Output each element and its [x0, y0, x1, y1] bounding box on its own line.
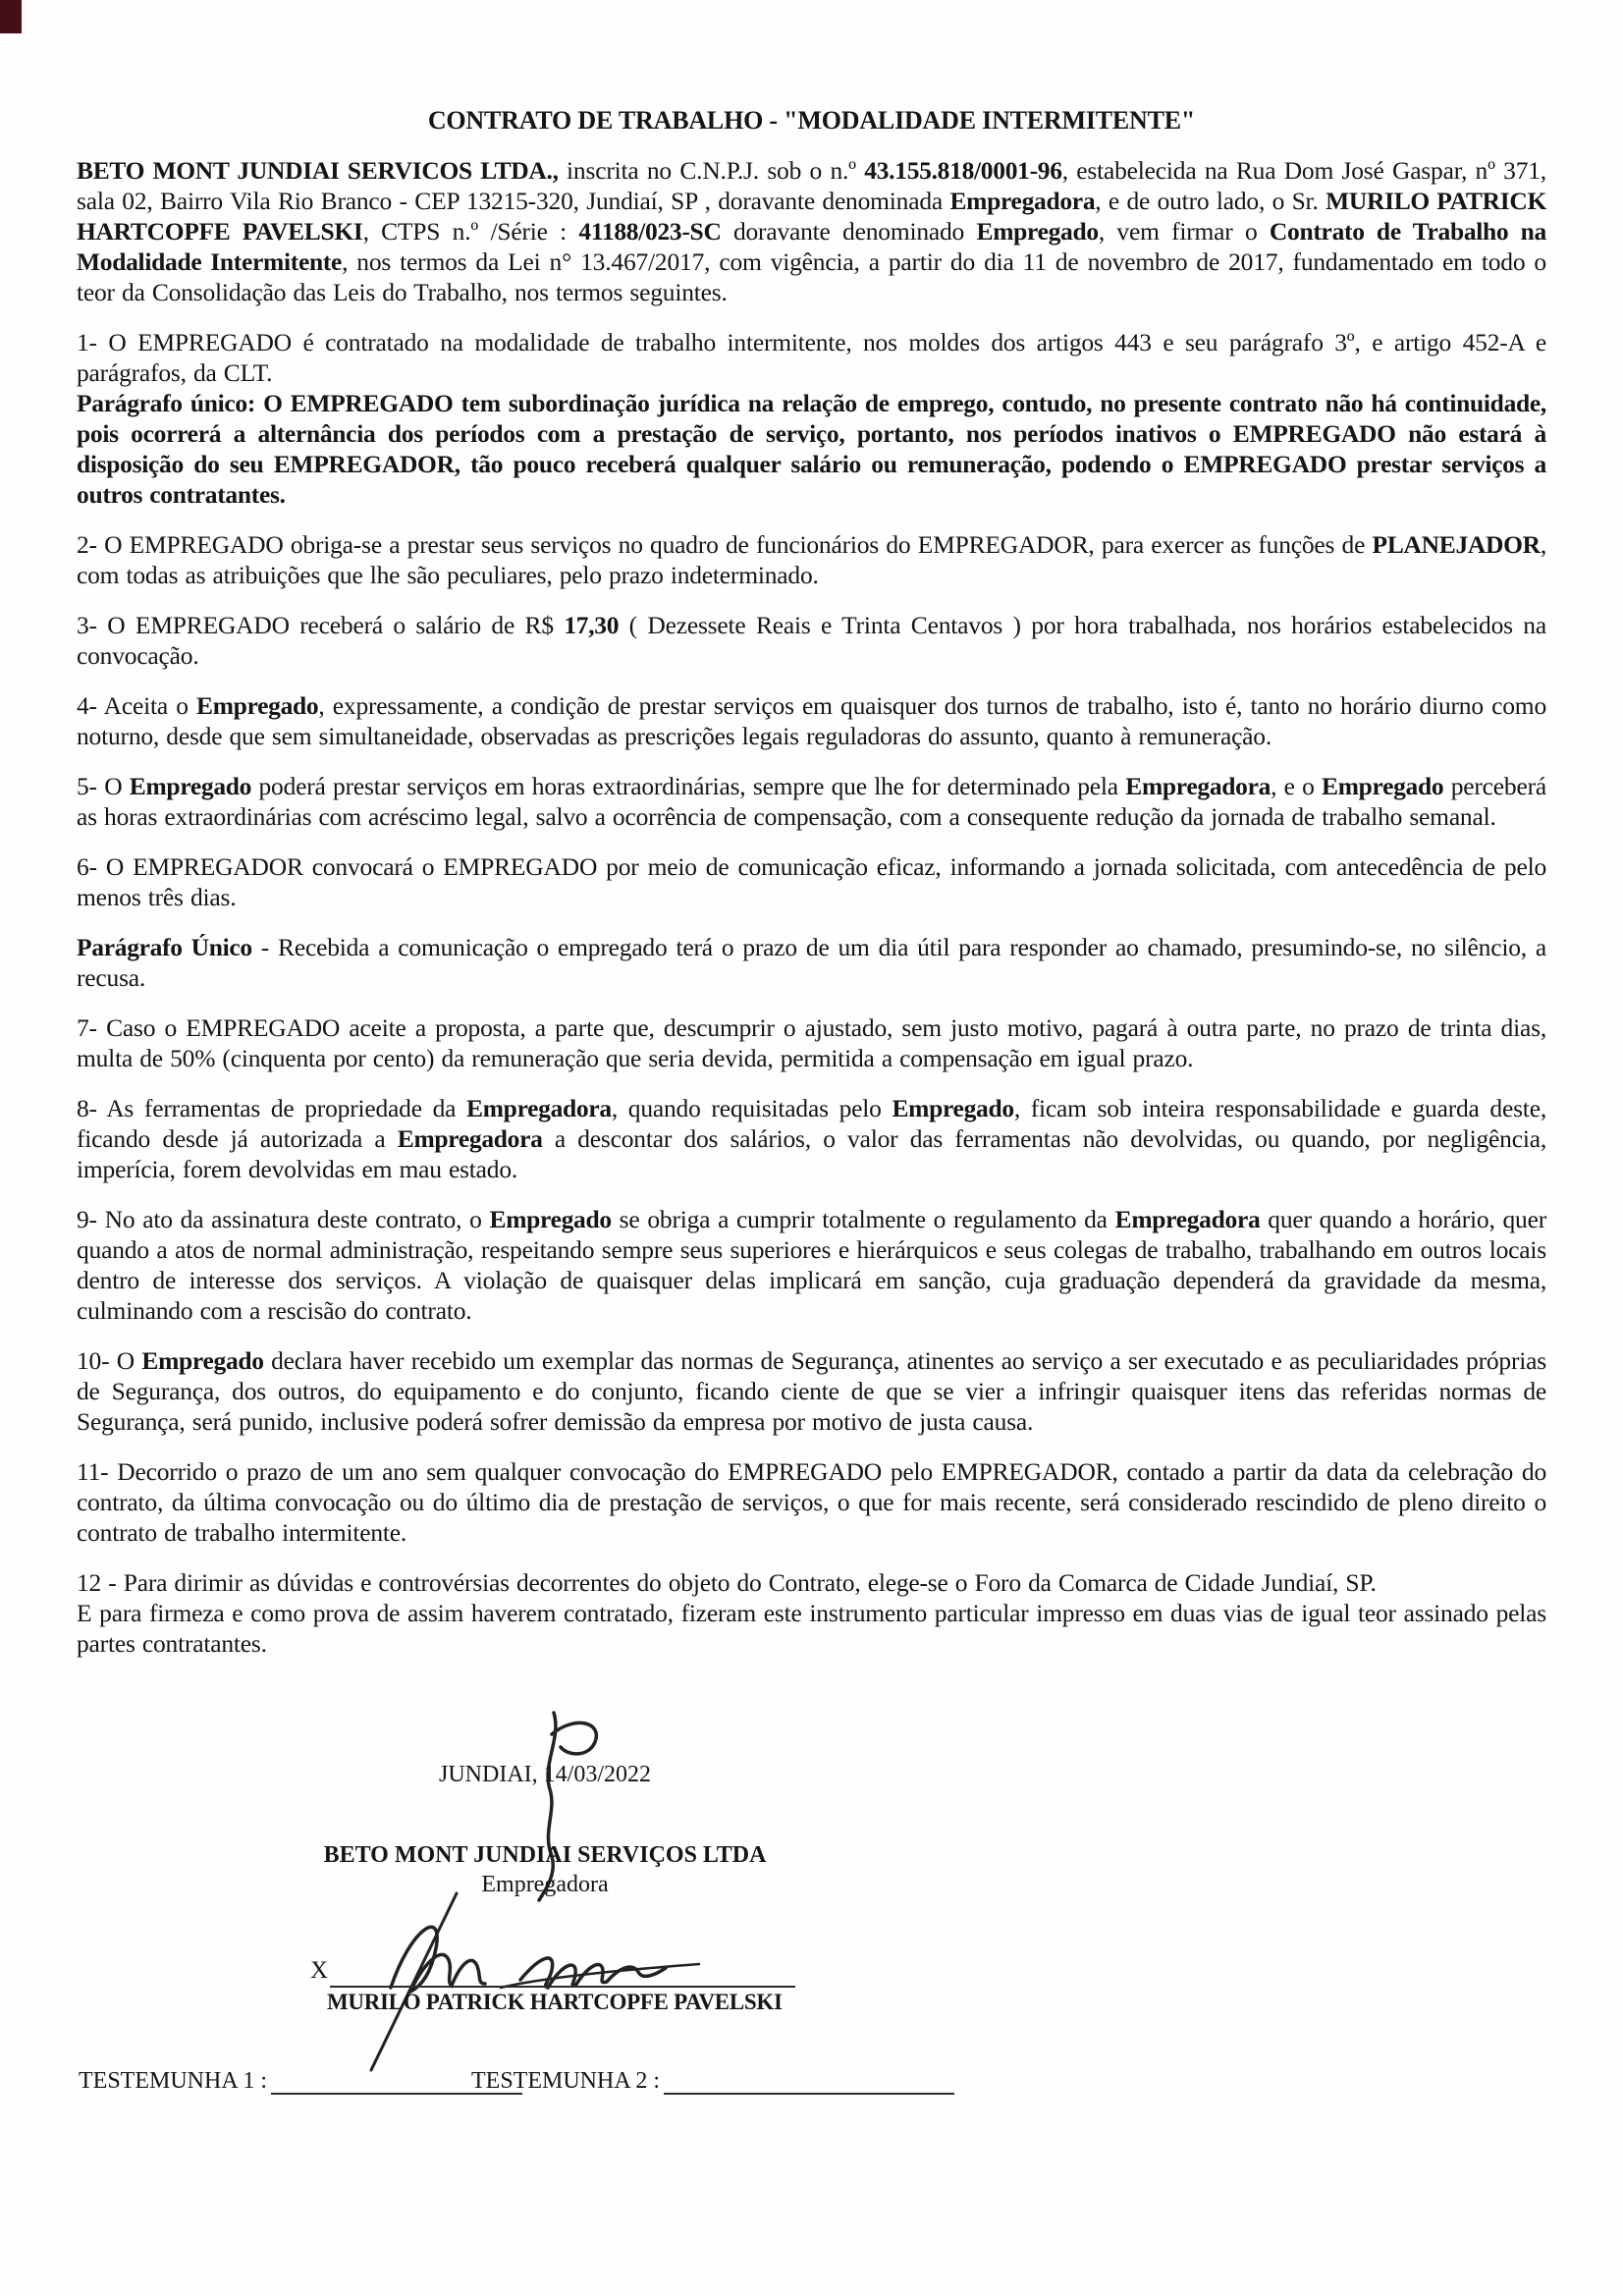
- clause-4: 4- Aceita o Empregado, expressamente, a condição de prestar serviços em quaisquer dos turnos de trabalho, isto é, tanto no horário diurno como noturno, desde que sem simultaneidade, observadas as prescrições legais reguladoras do assunto, quanto à remuneração.: [77, 691, 1546, 750]
- witness2-label: TESTEMUNHA 2 :: [471, 2068, 660, 2094]
- clause-8: 8- As ferramentas de propriedade da Empregadora, quando requisitadas pelo Empregado, ficam sob inteira responsabilidade e guarda deste, ficando desde já autorizada a Empregadora a descontar dos salários, o valor das ferramentas não devolvidas, ou quando, por negligência, imperícia, forem devolvidas em mau estado.: [77, 1094, 1546, 1183]
- clause-1-paragrafo-unico: Parágrafo único: O EMPREGADO tem subordinação jurídica na relação de emprego, contudo, no presente contrato não há continuidade, pois ocorrerá a alternância dos períodos com a prestação de serviço, portanto, nos períodos inativos o EMPREGADO não estará à disposição do seu EMPREGADOR, tão pouco receberá qualquer salário ou remuneração, podendo o EMPREGADO prestar serviços a outros contratantes.: [77, 389, 1546, 509]
- clause-3: 3- O EMPREGADO receberá o salário de R$ 17,30 ( Dezessete Reais e Trinta Centavos ) por hora trabalhada, nos horários estabelecidos na convocação.: [77, 611, 1546, 670]
- document-title: CONTRATO DE TRABALHO - "MODALIDADE INTERMITENTE": [427, 106, 1196, 135]
- witness2-field: [471, 2068, 954, 2095]
- employer-role: Empregadora: [481, 1872, 609, 1897]
- employer-name: BETO MONT JUNDIAI SERVIÇOS LTDA: [323, 1842, 767, 1868]
- employer-signature: [483, 1707, 630, 1903]
- clause-7: 7- Caso o EMPREGADO aceite a proposta, a parte que, descumprir o ajustado, sem justo motivo, pagará à outra parte, no prazo de trinta dias, multa de 50% (cinquenta por cento) da remuneração que seria devida, permitida a compensação em igual prazo.: [77, 1013, 1546, 1072]
- scan-artifact: [0, 0, 22, 33]
- intro-paragraph: BETO MONT JUNDIAI SERVICOS LTDA., inscrita no C.N.P.J. sob o n.º 43.155.818/0001-96, estabelecida na Rua Dom José Gaspar, nº 371, sala 02, Bairro Vila Rio Branco - CEP 13215-320, Jundiaí, SP , doravante denominada Empregadora, e de outro lado, o Sr. MURILO PATRICK HARTCOPFE PAVELSKI, CTPS n.º /Série : 41188/023-SC doravante denominado Empregado, vem firmar o Contrato de Trabalho na Modalidade Intermitente, nos termos da Lei n° 13.467/2017, com vigência, a partir do dia 11 de novembro de 2017, fundamentado em todo o teor da Consolidação das Leis do Trabalho, nos termos seguintes.: [77, 156, 1546, 306]
- witness1-line: [271, 2069, 522, 2095]
- contract-content: [77, 106, 1546, 1659]
- employee-signature-line: [330, 1960, 795, 1988]
- x-mark: X: [310, 1957, 329, 1984]
- clause-1: 1- O EMPREGADO é contratado na modalidade de trabalho intermitente, nos moldes dos artigos 443 e seu parágrafo 3º, e artigo 452-A e parágrafos, da CLT.: [77, 328, 1546, 387]
- clause-9: 9- No ato da assinatura deste contrato, o Empregado se obriga a cumprir totalmente o regulamento da Empregadora quer quando a horário, quer quando a atos de normal administração, respeitando sempre seus superiores e hierárquicos e seus colegas de trabalho, trabalhando em outros locais dentro de interesse dos serviços. A violação de quaisquer delas implicará em sanção, cuja graduação dependerá da gravidade da mesma, culminando com a rescisão do contrato.: [77, 1205, 1546, 1325]
- clause-2: 2- O EMPREGADO obriga-se a prestar seus serviços no quadro de funcionários do EMPREGADOR, para exercer as funções de PLANEJADOR, com todas as atribuições que lhe são peculiares, pelo prazo indeterminado.: [77, 530, 1546, 589]
- witness1-field: [79, 2068, 522, 2095]
- contract-body: [77, 155, 1546, 1659]
- witness1-label: TESTEMUNHA 1 :: [79, 2068, 267, 2094]
- clause-6: 6- O EMPREGADOR convocará o EMPREGADO por meio de comunicação eficaz, informando a jornada solicitada, com antecedência de pelo menos três dias.: [77, 852, 1546, 911]
- clause-12: 12 - Para dirimir as dúvidas e controvérsias decorrentes do objeto do Contrato, elege-se o Foro da Comarca de Cidade Jundiaí, SP.: [77, 1568, 1377, 1597]
- employee-name: MURILO PATRICK HARTCOPFE PAVELSKI: [327, 1990, 783, 2014]
- date-line: JUNDIAI, 14/03/2022: [439, 1762, 651, 1787]
- clause-11: 11- Decorrido o prazo de um ano sem qualquer convocação do EMPREGADO pelo EMPREGADOR, contado a partir da data da celebração do contrato, da última convocação ou do último dia de prestação de serviços, o que for mais recente, será considerado rescindido de pleno direito o contrato de trabalho intermitente.: [77, 1457, 1546, 1547]
- clause-6-paragrafo-unico: Parágrafo Único - Recebida a comunicação o empregado terá o prazo de um dia útil para responder ao chamado, presumindo-se, no silêncio, a recusa.: [77, 933, 1546, 992]
- closing-statement: E para firmeza e como prova de assim haverem contratado, fizeram este instrumento particular impresso em duas vias de igual teor assinado pelas partes contratantes.: [77, 1599, 1546, 1658]
- witness2-line: [664, 2069, 954, 2095]
- clause-5: 5- O Empregado poderá prestar serviços em horas extraordinárias, sempre que lhe for determinado pela Empregadora, e o Empregado perceberá as horas extraordinárias com acréscimo legal, salvo a ocorrência de compensação, com a consequente redução da jornada de trabalho semanal.: [77, 772, 1546, 831]
- employee-signature: [353, 1882, 766, 2078]
- clause-10: 10- O Empregado declara haver recebido um exemplar das normas de Segurança, atinentes ao serviço a ser executado e as peculiaridades próprias de Segurança, dos outros, do equipamento e do conjunto, ficando ciente de que se vier a infringir quaisquer itens das referidas normas de Segurança, será punido, inclusive poderá sofrer demissão da empresa por motivo de justa causa.: [77, 1346, 1546, 1436]
